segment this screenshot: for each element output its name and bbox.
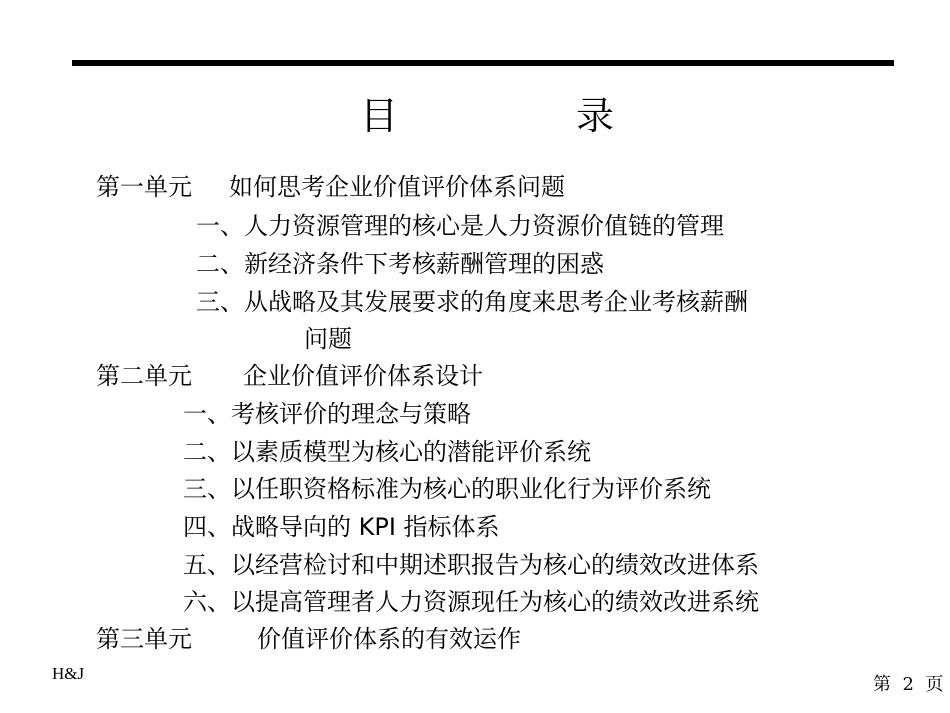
top-rule (72, 60, 894, 66)
unit-1-label: 第一单元 (96, 173, 192, 201)
unit-2-item-3: 三、以任职资格标准为核心的职业化行为评价系统 (183, 475, 711, 503)
unit-2-item-2: 二、以素质模型为核心的潜能评价系统 (183, 438, 591, 466)
unit-3-label: 第三单元 (96, 625, 192, 653)
unit-1-item-1: 一、人力资源管理的核心是人力资源价值链的管理 (196, 212, 724, 240)
footer-brand: H&J (52, 664, 85, 683)
unit-2-label: 第二单元 (96, 362, 192, 390)
unit-3-title: 价值评价体系的有效运作 (257, 625, 521, 653)
unit-2-title: 企业价值评价体系设计 (243, 362, 483, 390)
unit-2-item-4: 四、战略导向的 KPI 指标体系 (183, 513, 500, 541)
page-number: 第 2 页 (873, 674, 944, 695)
unit-1-item-3: 三、从战略及其发展要求的角度来思考企业考核薪酬 (196, 288, 748, 316)
unit-2-item-5: 五、以经营检讨和中期述职报告为核心的绩效改进体系 (183, 551, 759, 579)
page-title-part-2: 录 (576, 94, 615, 138)
unit-1-item-3-continued: 问题 (304, 325, 352, 353)
unit-1-title: 如何思考企业价值评价体系问题 (229, 173, 565, 201)
page-title-part-1: 目 (360, 94, 399, 138)
unit-1-item-2: 二、新经济条件下考核薪酬管理的困惑 (196, 250, 604, 278)
unit-2-item-6: 六、以提高管理者人力资源现任为核心的绩效改进系统 (183, 588, 759, 616)
unit-2-item-1: 一、考核评价的理念与策略 (183, 400, 471, 428)
